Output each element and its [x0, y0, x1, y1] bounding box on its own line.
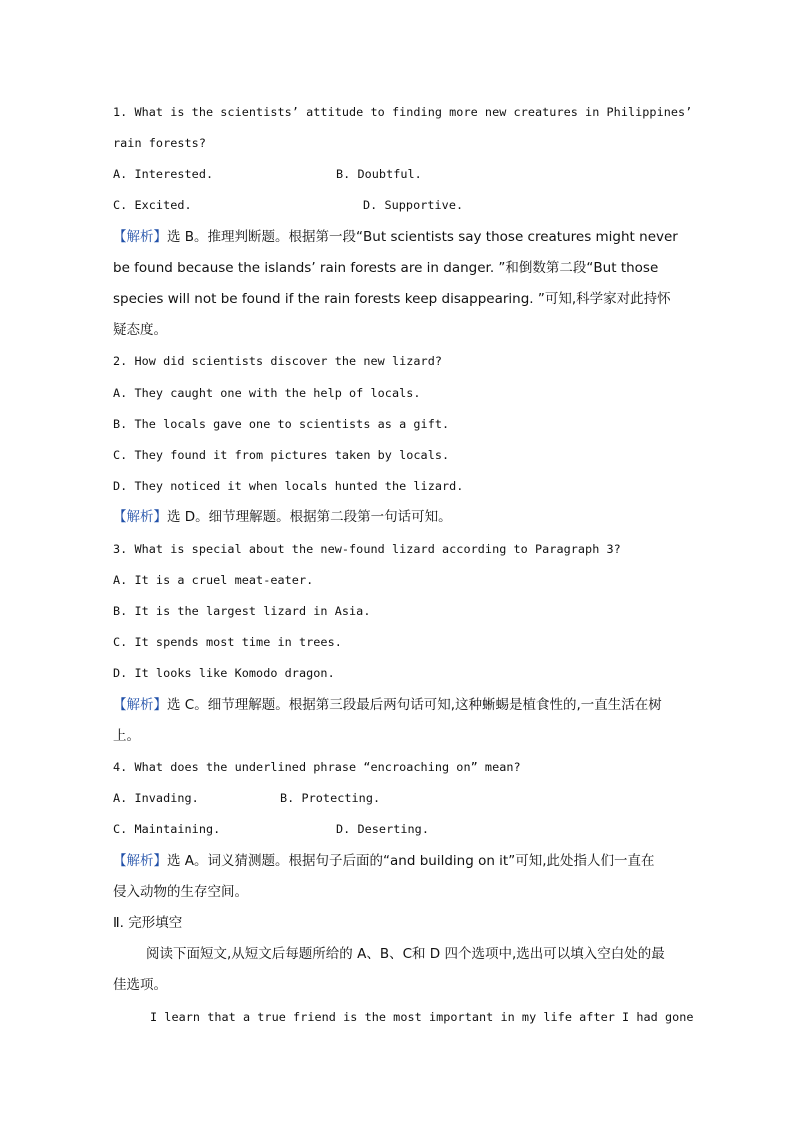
q3-explanation-text1: 选 C。细节理解题。根据第三段最后两句话可知,这种蜥蜴是植食性的,一直生活在树	[167, 697, 662, 713]
q1-option-c: C. Excited.	[113, 198, 192, 212]
q2-stem: 2. How did scientists discover the new lizard?	[113, 354, 443, 368]
q4-options-row2	[113, 814, 682, 845]
q1-option-b: B. Doubtful.	[336, 167, 422, 181]
q1-option-d: D. Supportive.	[363, 198, 464, 212]
q3-stem: 3. What is special about the new-found lizard according to Paragraph 3?	[113, 542, 621, 556]
analysis-tag: 【解析】	[113, 697, 167, 713]
q1-explanation-line3: species will not be found if the rain forests keep disappearing. ”可知,科学家对此持怀	[113, 291, 671, 307]
section-heading: Ⅱ. 完形填空	[113, 915, 183, 931]
q1-stem-line2: rain forests?	[113, 136, 206, 150]
q1-stem-line1: 1. What is the scientists’ attitude to finding more new creatures in Philippines’	[113, 105, 693, 119]
q1-option-a: A. Interested.	[113, 167, 214, 181]
q4-option-d: D. Deserting.	[336, 822, 429, 836]
q4-option-c: C. Maintaining.	[113, 822, 221, 836]
q1-options-row2	[113, 190, 682, 221]
q2-option-b: B. The locals gave one to scientists as a gift.	[113, 417, 450, 431]
q4-explanation-text1: 选 A。词义猜测题。根据句子后面的“and building on it”可知,此处指人们一直在	[167, 853, 655, 869]
q1-explanation-text1: 选 B。推理判断题。根据第一段“But scientists say those creatures might never	[167, 229, 678, 245]
q1-explanation-line2: be found because the islands’ rain forests are in danger. ”和倒数第二段“But those	[113, 260, 659, 276]
q3-explanation-line2: 上。	[113, 728, 140, 744]
analysis-tag: 【解析】	[113, 509, 167, 525]
q4-stem: 4. What does the underlined phrase “encroaching on” mean?	[113, 760, 521, 774]
q2-explanation	[113, 502, 682, 533]
analysis-tag: 【解析】	[113, 853, 167, 869]
q1-options-row1	[113, 159, 682, 190]
analysis-tag: 【解析】	[113, 229, 167, 245]
q1-explanation-line1	[113, 222, 682, 253]
q2-explanation-text: 选 D。细节理解题。根据第二段第一句话可知。	[167, 509, 452, 525]
q4-option-a: A. Invading.	[113, 791, 199, 805]
q3-option-b: B. It is the largest lizard in Asia.	[113, 604, 371, 618]
q1-explanation-line4: 疑态度。	[113, 322, 167, 338]
q3-option-d: D. It looks like Komodo dragon.	[113, 666, 335, 680]
q4-option-b: B. Protecting.	[280, 791, 381, 805]
q2-option-a: A. They caught one with the help of locals.	[113, 386, 421, 400]
q4-options-row1	[113, 783, 682, 814]
q4-explanation-line1	[113, 846, 682, 877]
q3-explanation-line1	[113, 690, 682, 721]
q3-option-c: C. It spends most time in trees.	[113, 635, 342, 649]
q3-option-a: A. It is a cruel meat-eater.	[113, 573, 314, 587]
section-instruction-line1: 阅读下面短文,从短文后每题所给的 A、B、C和 D 四个选项中,选出可以填入空白处的最	[146, 946, 665, 962]
passage-line1: I learn that a true friend is the most important in my life after I had gone	[150, 1010, 694, 1024]
q2-option-c: C. They found it from pictures taken by locals.	[113, 448, 450, 462]
q4-explanation-line2: 侵入动物的生存空间。	[113, 884, 248, 900]
section-instruction-line2: 佳选项。	[113, 977, 167, 993]
q2-option-d: D. They noticed it when locals hunted the lizard.	[113, 479, 464, 493]
